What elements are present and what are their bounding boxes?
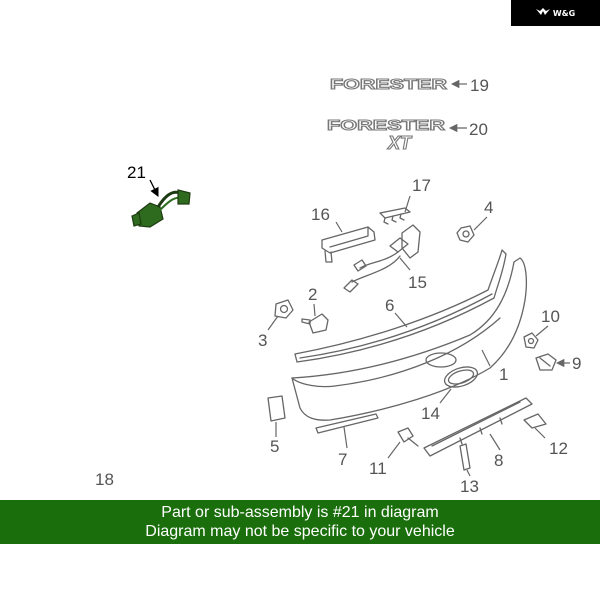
callout-12: 12: [549, 439, 568, 458]
callout-10: 10: [541, 307, 560, 326]
forester-emblem-19: [330, 76, 447, 93]
callout-20: 20: [469, 120, 488, 139]
part-2-bumper-stop: [302, 314, 328, 333]
callout-4: 4: [484, 198, 494, 217]
callout-21: 21: [127, 163, 146, 182]
callout-9: 9: [572, 354, 582, 373]
part-21-wiring-harness: [132, 190, 190, 227]
part-13-bracket: [460, 444, 470, 470]
banner-line-1: Part or sub-assembly is #21 in diagram: [161, 504, 439, 521]
part-3-clip: [275, 300, 293, 318]
callout-6: 6: [385, 296, 395, 315]
part-8-license-bracket: [424, 398, 532, 456]
callout-14: 14: [421, 404, 440, 423]
part-6-upper-garnish: [295, 250, 506, 362]
callout-8: 8: [494, 451, 504, 470]
part-16-bracket: [322, 227, 375, 262]
callout-2: 2: [308, 285, 318, 304]
part-9-clip: [536, 354, 556, 370]
forester-xt-emblem-20: [327, 117, 445, 153]
callout-16: 16: [311, 205, 330, 224]
part-11-screw: [398, 428, 418, 446]
part-5-label: [268, 396, 285, 421]
callout-3: 3: [258, 331, 268, 350]
banner-line-2: Diagram may not be specific to your vehicle: [145, 523, 455, 540]
callout-15: 15: [408, 273, 427, 292]
callout-7: 7: [338, 450, 348, 469]
callout-1: 1: [499, 365, 509, 384]
part-10-clip: [524, 333, 538, 348]
svg-text:XT: XT: [388, 133, 412, 153]
svg-text:FORESTER: FORESTER: [327, 117, 446, 134]
callout-11: 11: [369, 459, 387, 478]
part-4-grommet: [457, 226, 474, 242]
part-12-pad: [524, 414, 546, 428]
callout-5: 5: [270, 437, 280, 456]
svg-text:FORESTER: FORESTER: [330, 76, 448, 93]
callout-17: 17: [412, 176, 431, 195]
callout-19: 19: [470, 76, 489, 95]
callout-13: 13: [460, 477, 479, 496]
info-banner: [0, 500, 600, 544]
brand-text: W&G: [552, 8, 576, 18]
callout-18: 18: [95, 470, 114, 489]
